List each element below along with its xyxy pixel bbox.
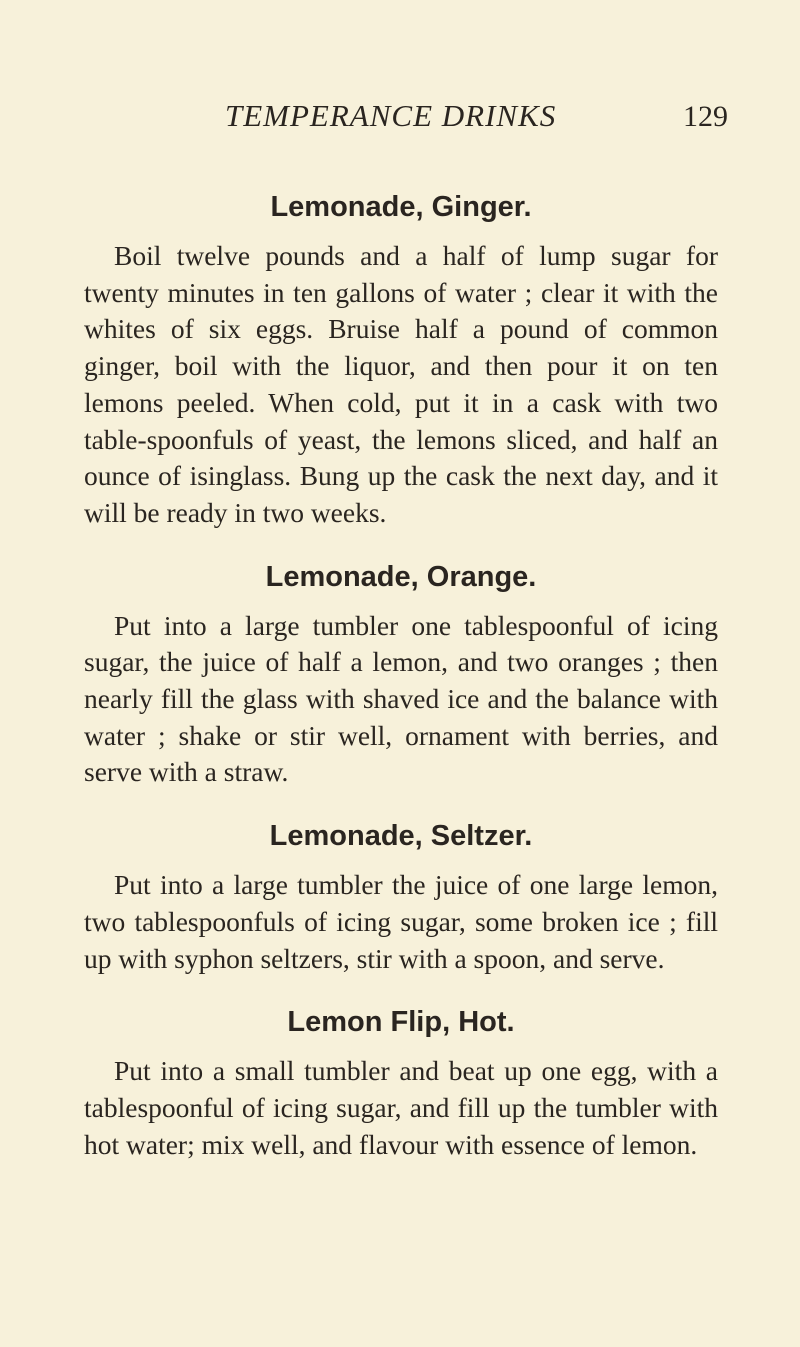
recipe-body: Boil twelve pounds and a half of lump sugar for twenty minutes in ten gallons of water ; clear it with the whites of six eggs. Bruise half a pound of common ginger, boil with the liquor, and then pour it on ten lemons peeled. When cold, put it in a cask with two table-spoonfuls of yeast, the lemons sliced, and half an ounce of isinglass. Bung up the cask the next day, and it will be ready in two weeks.	[84, 240, 718, 528]
page-content	[84, 190, 718, 1191]
recipe-title: Lemonade, Ginger.	[270, 191, 532, 223]
recipe-lemonade-ginger	[84, 190, 718, 532]
page-number: 129	[683, 100, 728, 133]
recipe-body: Put into a small tumbler and beat up one egg, with a tablespoonful of icing sugar, and fill up the tumbler with hot water; mix well, and flavour with essence of lemon.	[84, 1055, 718, 1160]
recipe-lemonade-seltzer	[84, 819, 718, 977]
recipe-lemon-flip-hot	[84, 1005, 718, 1163]
recipe-body: Put into a large tumbler one tablespoonful of icing sugar, the juice of half a lemon, and two oranges ; then nearly fill the glass with shaved ice and the balance with water ; shake or stir well, ornament with berries, and serve with a straw.	[84, 609, 718, 788]
recipe-title: Lemonade, Orange.	[265, 560, 537, 593]
recipe-body: Put into a large tumbler the juice of one large lemon, two tablespoonfuls of icing sugar, some broken ice ; fill up with syphon seltzers, stir with a spoon, and serve.	[84, 869, 718, 974]
recipe-lemonade-orange	[84, 560, 718, 792]
recipe-title: Lemonade, Seltzer.	[269, 820, 533, 853]
running-head	[0, 98, 800, 138]
running-title: TEMPERANCE DRINKS	[225, 98, 557, 133]
recipe-title: Lemon Flip, Hot.	[287, 1006, 515, 1039]
